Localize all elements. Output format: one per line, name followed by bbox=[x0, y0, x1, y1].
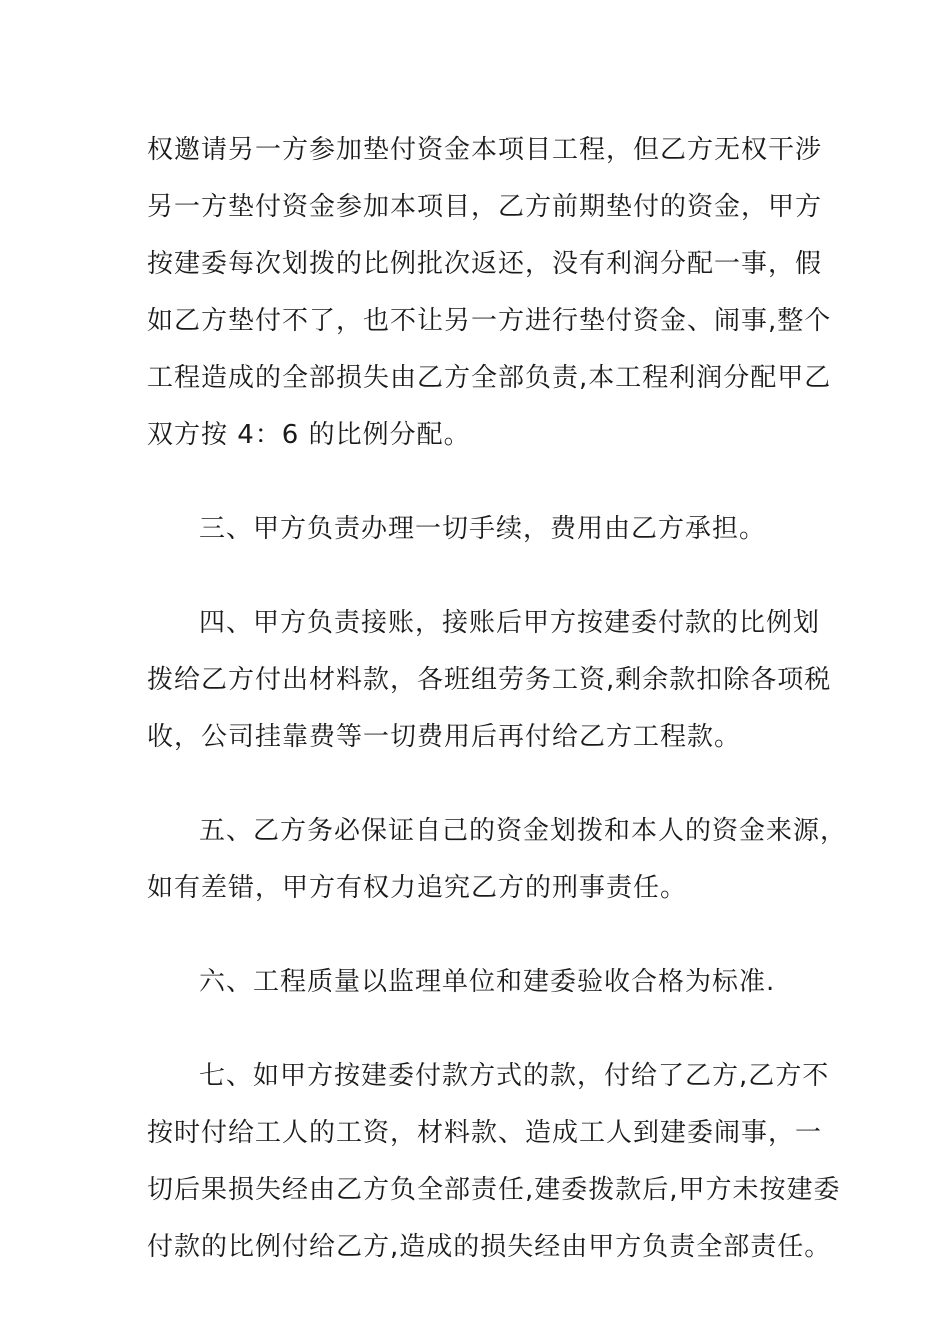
text-line: 付款的比例付给乙方,造成的损失经由甲方负责全部责任。 bbox=[147, 1232, 832, 1262]
paragraph-clause-6 bbox=[147, 954, 827, 1011]
text-line: 三、甲方负责办理一切手续，费用由乙方承担。 bbox=[199, 514, 767, 544]
document-body bbox=[147, 122, 848, 1313]
paragraph-clause-5 bbox=[147, 803, 848, 917]
paragraph-continuation bbox=[147, 122, 832, 464]
text-line: 按时付给工人的工资，材料款、造成工人到建委闹事，一 bbox=[147, 1118, 823, 1148]
text-line: 五、乙方务必保证自己的资金划拨和本人的资金来源， bbox=[199, 816, 848, 846]
paragraph-clause-4 bbox=[147, 595, 832, 766]
text-line: 双方按 4：6 的比例分配。 bbox=[147, 420, 471, 450]
text-line: 权邀请另一方参加垫付资金本项目工程，但乙方无权干涉 bbox=[147, 135, 823, 165]
text-line: 按建委每次划拨的比例批次返还，没有利润分配一事，假 bbox=[147, 249, 823, 279]
text-line: 四、甲方负责接账，接账后甲方按建委付款的比例划 bbox=[199, 608, 821, 638]
paragraph-clause-7 bbox=[147, 1048, 841, 1276]
text-line: 工程造成的全部损失由乙方全部负责,本工程利润分配甲乙 bbox=[147, 363, 832, 393]
text-line: 如有差错，甲方有权力追究乙方的刑事责任。 bbox=[147, 873, 688, 903]
text-line: 如乙方垫付不了，也不让另一方进行垫付资金、闹事,整个 bbox=[147, 306, 832, 336]
text-line: 另一方垫付资金参加本项目，乙方前期垫付的资金，甲方 bbox=[147, 192, 823, 222]
text-line: 切后果损失经由乙方负全部责任,建委拨款后,甲方未按建委 bbox=[147, 1175, 841, 1205]
paragraph-clause-3 bbox=[147, 501, 827, 558]
text-line: 六、工程质量以监理单位和建委验收合格为标准. bbox=[199, 967, 776, 997]
text-line: 拨给乙方付出材料款，各班组劳务工资,剩余款扣除各项税 bbox=[147, 665, 832, 695]
text-line: 七、如甲方按建委付款方式的款，付给了乙方,乙方不 bbox=[199, 1061, 830, 1091]
text-line: 收，公司挂靠费等一切费用后再付给乙方工程款。 bbox=[147, 722, 742, 752]
